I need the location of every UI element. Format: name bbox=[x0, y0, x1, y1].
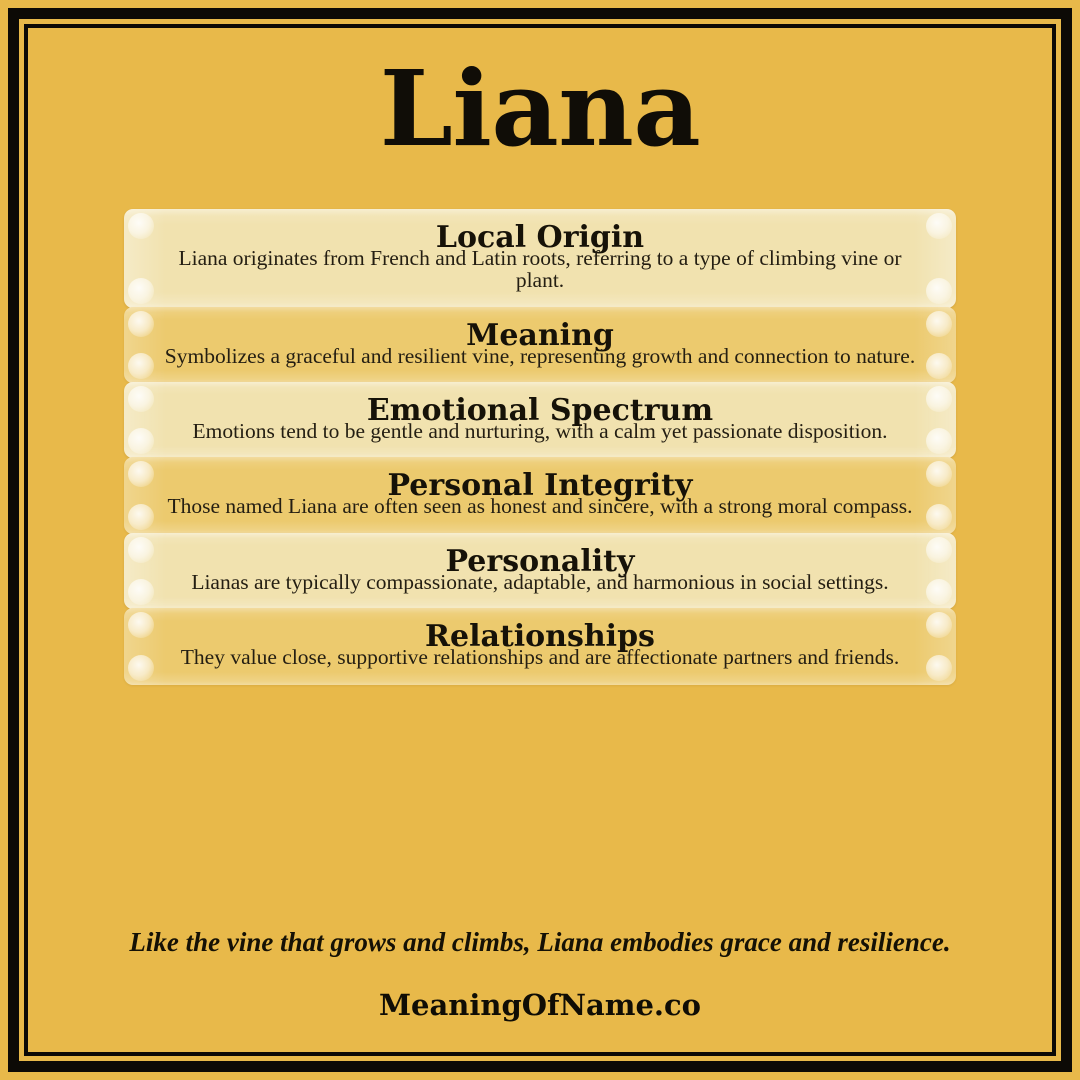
section-card-body: They value close, supportive relationships and are affectionate partners and friends. bbox=[180, 645, 900, 670]
card-rivet-bl-icon bbox=[128, 353, 154, 379]
section-card-title: Personality bbox=[445, 543, 635, 579]
card-rivet-tr-icon bbox=[926, 213, 952, 239]
section-card bbox=[124, 457, 956, 533]
card-rivet-br-icon bbox=[926, 353, 952, 379]
section-card-title: Emotional Spectrum bbox=[366, 393, 714, 429]
card-rivet-bl-icon bbox=[128, 655, 154, 681]
card-rivet-tr-icon bbox=[926, 461, 952, 487]
section-card bbox=[124, 307, 956, 383]
section-card-body: Emotions tend to be gentle and nurturing, with a calm yet passionate disposition. bbox=[192, 419, 888, 444]
card-rivet-br-icon bbox=[926, 655, 952, 681]
card-rivet-bl-icon bbox=[128, 428, 154, 454]
outer-frame-border bbox=[8, 8, 1072, 1072]
card-rivet-br-icon bbox=[926, 278, 952, 304]
card-rivet-br-icon bbox=[926, 428, 952, 454]
section-card-body: Liana originates from French and Latin roots, referring to a type of climbing vine or plant. bbox=[178, 246, 902, 293]
card-rivet-bl-icon bbox=[128, 278, 154, 304]
section-card bbox=[124, 209, 956, 308]
section-card bbox=[124, 533, 956, 609]
card-rivet-tl-icon bbox=[128, 461, 154, 487]
page-title: Liana bbox=[379, 47, 701, 170]
card-rivet-br-icon bbox=[926, 579, 952, 605]
card-rivet-tr-icon bbox=[926, 612, 952, 638]
footer-tagline: Like the vine that grows and climbs, Liana embodies grace and resilience. bbox=[129, 927, 951, 957]
card-rivet-tr-icon bbox=[926, 386, 952, 412]
card-rivet-tl-icon bbox=[128, 213, 154, 239]
card-rivet-tr-icon bbox=[926, 537, 952, 563]
card-rivet-br-icon bbox=[926, 504, 952, 530]
section-card-body: Lianas are typically compassionate, adaptable, and harmonious in social settings. bbox=[191, 569, 889, 594]
footer-brand: MeaningOfName.co bbox=[378, 988, 702, 1022]
section-card-title: Local Origin bbox=[435, 220, 645, 255]
section-card-body: Symbolizes a graceful and resilient vine, representing growth and connection to nature. bbox=[164, 343, 916, 368]
section-card-title: Personal Integrity bbox=[387, 468, 693, 504]
card-rivet-tl-icon bbox=[128, 386, 154, 412]
section-card-body: Those named Liana are often seen as honest and sincere, with a strong moral compass. bbox=[167, 494, 913, 519]
section-card-list bbox=[28, 209, 1052, 684]
section-card-title: Meaning bbox=[466, 317, 614, 353]
card-rivet-bl-icon bbox=[128, 579, 154, 605]
card-rivet-tl-icon bbox=[128, 537, 154, 563]
section-card bbox=[124, 382, 956, 458]
section-card-title: Relationships bbox=[425, 619, 655, 655]
footer bbox=[28, 927, 1052, 1052]
section-card bbox=[124, 608, 956, 684]
card-rivet-tr-icon bbox=[926, 311, 952, 337]
card-rivet-tl-icon bbox=[128, 311, 154, 337]
inner-frame-border bbox=[24, 24, 1056, 1056]
card-rivet-bl-icon bbox=[128, 504, 154, 530]
card-rivet-tl-icon bbox=[128, 612, 154, 638]
